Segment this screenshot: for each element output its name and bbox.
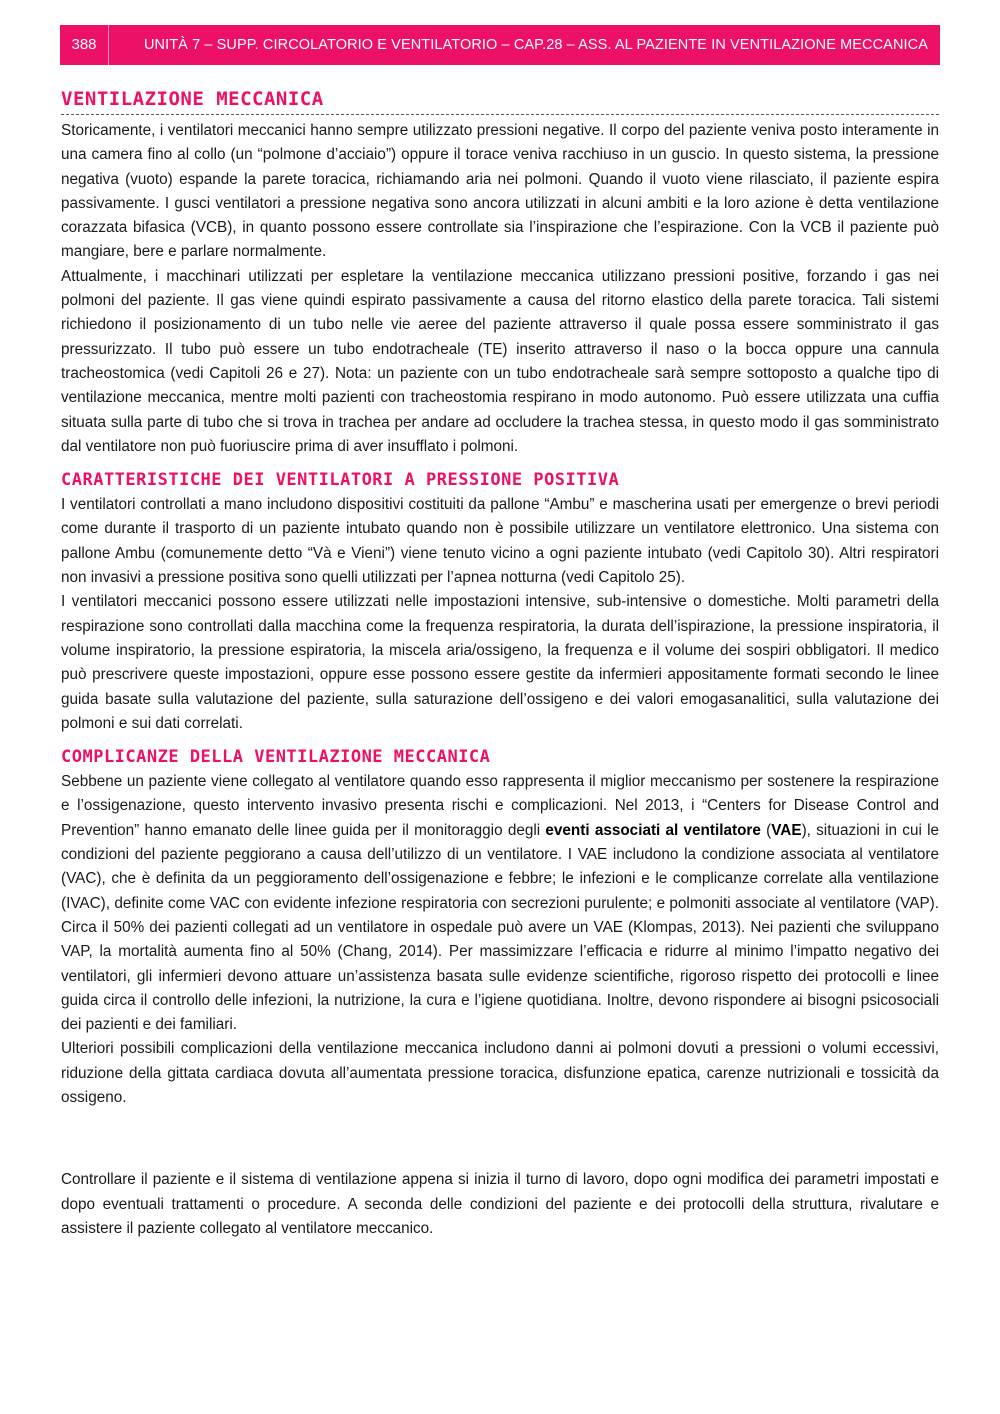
text-run: ), situazioni in cui le condizioni del paziente peggiorano a causa dell’utilizzo di un ventilatore. I VAE includono la condizione associata al ventilatore (VAC), che è definita da un peggioramento dell’ossigenazione e febbre; le infezioni e le complicanze correlate alla ventilazione (IVAC), definite come VAC con evidente infezione respiratoria con secrezioni purulente; e polmoniti associate al ventilatore (VAP). Circa il 50% dei pazienti collegati ad un ventilatore in ospedale può avere un VAE (Klompas, 2013). Nei pazienti che sviluppano VAP, la mortalità aumenta fino al 50% (Chang, 2014). Per massimizzare l’efficacia e ridurre al minimo l’impatto negativo dei ventilatori, gli infermieri devono attuare un’assistenza basata sulle evidenze scientifiche, rigoroso rispetto dei protocolli e linee guida circa il controllo delle infezioni, la nutrizione, la cura e l’igiene quotidiana. Inoltre, devono rispondere ai bisogni psicosociali dei pazienti e dei familiari. — [61, 821, 939, 1034]
paragraph: I ventilatori controllati a mano includono dispositivi costituiti da pallone “Ambu” e mascherina usati per emergenze o brevi periodi come durante il trasporto di un paziente intubato quando non è possibile utilizzare un ventilatore elettronico. Una sistema con pallone Ambu (comunemente detto “Và e Vieni”) viene tenuto vicino a ogni paziente intubato (vedi Capitolo 30). Altri respiratori non invasivi a pressione positiva sono quelli utilizzati per l’apnea notturna (vedi Capitolo 25). — [61, 496, 939, 587]
paragraph — [61, 770, 939, 1037]
text-run: ( — [760, 821, 772, 839]
paragraph: Ulteriori possibili complicazioni della ventilazione meccanica includono danni ai polmoni dovuti a pressioni o volumi eccessivi, riduzione della gittata cardiaca dovuta all’aumentata pressione toracica, disfunzione epatica, carenze nutrizionali e tossicità da ossigeno. — [61, 1040, 939, 1106]
bold-term: eventi associati al ventilatore — [545, 821, 761, 839]
bold-term: VAE — [771, 821, 802, 839]
section-title-ventilazione: VENTILAZIONE MECCANICA — [61, 86, 939, 115]
section-title-caratteristiche: CARATTERISTICHE DEI VENTILATORI A PRESSIONE POSITIVA — [61, 470, 620, 491]
paragraph: I ventilatori meccanici possono essere utilizzati nelle impostazioni intensive, sub-intensive o domestiche. Molti parametri della respirazione sono controllati dalla macchina come la frequenza respiratoria, la durata dell’ispirazione, la pressione inspiratoria, il volume inspiratorio, la pressione espiratoria, la miscela aria/ossigeno, la frequenza e il volume dei sospiri obbligatori. Il medico può prescrivere queste impostazioni, oppure esse possono essere gestite da infermieri appositamente formati secondo le linee guida basate sulla valutazione del paziente, sulla saturazione dell’ossigeno e dei valori emogasanalitici, sulla valutazione dei polmoni e sui dati correlati. — [61, 593, 939, 732]
paragraph: Attualmente, i macchinari utilizzati per espletare la ventilazione meccanica utilizzano pressioni positive, forzando i gas nei polmoni del paziente. Il gas viene quindi espirato passivamente a causa del ritorno elastico della parete toracica. Tali sistemi richiedono il posizionamento di un tubo nelle vie aeree del paziente attraverso il quale possa essere somministrato il gas pressurizzato. Il tubo può essere un tubo endotracheale (TE) inserito attraverso il naso o la bocca oppure una cannula tracheostomica (vedi Capitoli 26 e 27). Nota: un paziente con un tubo endotracheale sarà sempre sottoposto a qualche tipo di ventilazione meccanica, mentre molti pazienti con tracheostomia respirano in modo autonomo. Può essere utilizzata una cuffia situata sulla parte di tubo che si trova in trachea per andare ad occludere la trachea stessa, in questo modo il gas somministrato dal ventilatore non può fuoriuscire prima di aver insufflato i polmoni. — [61, 267, 939, 455]
page-header — [60, 25, 940, 65]
section-title-complicanze: COMPLICANZE DELLA VENTILAZIONE MECCANICA — [61, 747, 491, 768]
running-title: UNITÀ 7 – SUPP. CIRCOLATORIO E VENTILATORIO – CAP.28 – ASS. AL PAZIENTE IN VENTILAZIONE MECCANICA — [143, 37, 928, 53]
page-number: 388 — [60, 25, 109, 65]
text-run: Sebbene un paziente viene collegato al ventilatore quando esso rappresenta il miglior meccanismo per sostenere la respirazione e l’ossigenazione, questo intervento invasivo presenta rischi e complicazioni. Nel 2013, i “Centers for Disease Control and Prevention” hanno emanato delle linee guida per il monitoraggio degli — [61, 773, 939, 839]
paragraph: Controllare il paziente e il sistema di ventilazione appena si inizia il turno di lavoro, dopo ogni modifica dei parametri impostati e dopo eventuali trattamenti o procedure. A seconda delle condizioni del paziente e dei protocolli della struttura, rivalutare e assistere il paziente collegato al ventilatore meccanico. — [61, 1171, 939, 1237]
paragraph: Storicamente, i ventilatori meccanici hanno sempre utilizzato pressioni negative. Il corpo del paziente veniva posto interamente in una camera fino al collo (un “polmone d’acciaio”) oppure il torace veniva racchiuso in un guscio. In questo sistema, la pressione negativa (vuoto) espande la parete toracica, richiamando aria nei polmoni. Quando il vuoto viene rilasciato, il paziente espira passivamente. I gusci ventilatori a pressione negativa sono ancora utilizzati in alcuni ambiti e la loro azione è detta ventilazione corazzata bifasica (VCB), in quanto possono essere controllate sia l’inspirazione che l’espirazione. Con la VCB il paziente può mangiare, bere e parlare normalmente. — [61, 122, 939, 261]
page-body — [61, 86, 939, 1241]
